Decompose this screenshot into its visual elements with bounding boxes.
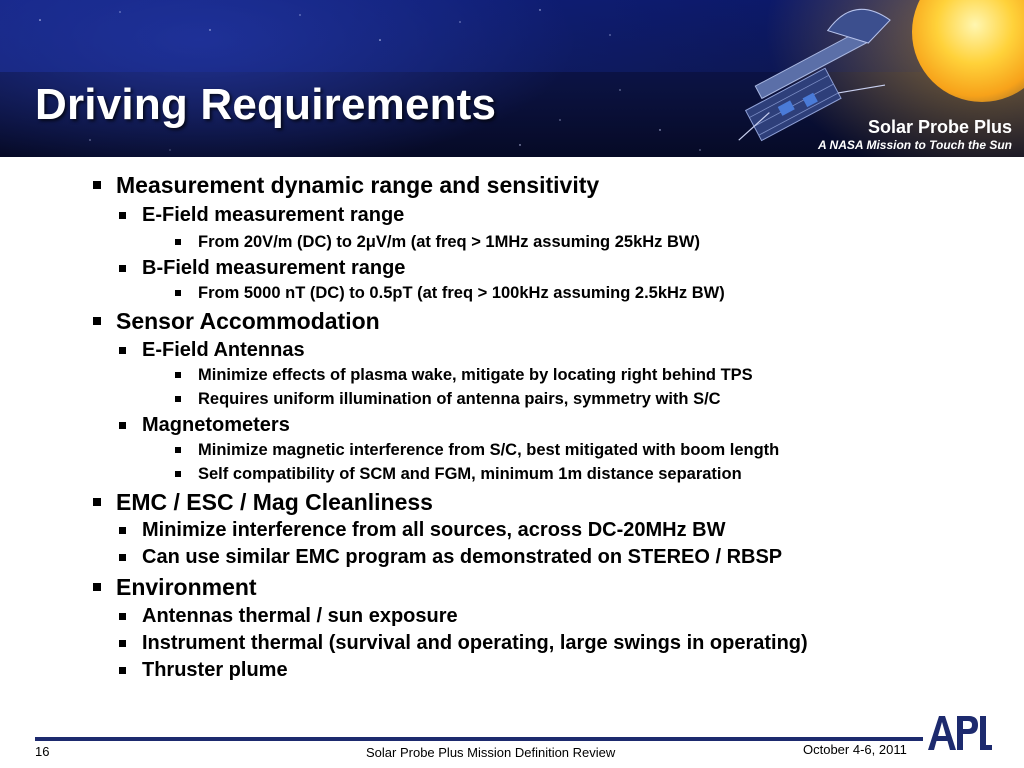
bullet-level-2	[142, 632, 808, 655]
bullet-text: Requires uniform illumination of antenna pairs, symmetry with S/C	[198, 390, 721, 408]
bullet-level-2	[142, 605, 458, 628]
bullet-text: B-Field measurement range	[142, 257, 406, 279]
bullet-level-3	[198, 233, 700, 252]
bullet-square-icon	[119, 554, 126, 561]
bullet-level-2	[142, 519, 726, 542]
bullet-square-icon	[93, 583, 101, 591]
bullet-text: E-Field Antennas	[142, 339, 305, 361]
bullet-text: Can use similar EMC program as demonstrated on STEREO / RBSP	[142, 546, 783, 568]
bullet-square-icon	[175, 447, 181, 453]
bullet-text: Minimize effects of plasma wake, mitigate by locating right behind TPS	[198, 366, 753, 384]
footer-rule	[35, 737, 923, 741]
bullet-text: Sensor Accommodation	[116, 308, 380, 334]
bullet-square-icon	[119, 265, 126, 272]
bullet-level-3	[198, 465, 742, 484]
bullet-level-2	[142, 414, 290, 437]
bullet-text: Minimize magnetic interference from S/C, best mitigated with boom length	[198, 441, 780, 459]
bullet-text: Minimize interference from all sources, across DC-20MHz BW	[142, 519, 726, 541]
bullet-text: EMC / ESC / Mag Cleanliness	[116, 489, 433, 515]
bullet-text: Measurement dynamic range and sensitivity	[116, 172, 600, 198]
bullet-square-icon	[93, 317, 101, 325]
footer-title: Solar Probe Plus Mission Definition Review	[366, 745, 616, 760]
bullet-square-icon	[175, 372, 181, 378]
bullet-level-1	[116, 489, 433, 516]
bullet-square-icon	[175, 290, 181, 296]
bullet-level-1	[116, 574, 257, 601]
bullet-level-3	[198, 366, 753, 385]
bullet-level-1	[116, 172, 599, 199]
slide-title: Driving Requirements	[35, 80, 497, 129]
bullet-square-icon	[175, 471, 181, 477]
bullet-text: Instrument thermal (survival and operating, large swings in operating)	[142, 632, 808, 654]
bullet-square-icon	[119, 527, 126, 534]
bullet-square-icon	[93, 181, 101, 189]
bullet-level-2	[142, 339, 305, 362]
brand-tagline: A NASA Mission to Touch the Sun	[818, 138, 1012, 152]
bullet-square-icon	[93, 498, 101, 506]
bullet-text: E-Field measurement range	[142, 204, 405, 226]
bullet-square-icon	[119, 212, 126, 219]
bullet-square-icon	[119, 667, 126, 674]
bullet-level-1	[116, 308, 380, 335]
bullet-square-icon	[175, 239, 181, 245]
bullet-level-2	[142, 546, 782, 569]
bullet-level-3	[198, 441, 779, 460]
bullet-square-icon	[119, 347, 126, 354]
footer-date: October 4-6, 2011	[803, 742, 907, 757]
bullet-text: Self compatibility of SCM and FGM, minimum 1m distance separation	[198, 465, 742, 483]
bullet-text: Environment	[116, 574, 257, 600]
bullet-square-icon	[175, 396, 181, 402]
bullet-text: Antennas thermal / sun exposure	[142, 605, 458, 627]
bullet-level-2	[142, 257, 405, 280]
bullet-text: Thruster plume	[142, 659, 288, 681]
apl-logo	[926, 712, 992, 752]
bullet-level-2	[142, 204, 404, 227]
bullet-square-icon	[119, 422, 126, 429]
brand-name: Solar Probe Plus	[867, 117, 1012, 137]
bullet-text: Magnetometers	[142, 414, 290, 436]
bullet-level-2	[142, 659, 288, 682]
bullet-level-3	[198, 390, 721, 409]
bullet-text: From 5000 nT (DC) to 0.5pT (at freq > 100kHz assuming 2.5kHz BW)	[198, 284, 725, 302]
page-number: 16	[35, 744, 50, 759]
bullet-square-icon	[119, 613, 126, 620]
bullet-level-3	[198, 284, 725, 303]
bullet-text: From 20V/m (DC) to 2μV/m (at freq > 1MHz assuming 25kHz BW)	[198, 233, 700, 251]
bullet-square-icon	[119, 640, 126, 647]
